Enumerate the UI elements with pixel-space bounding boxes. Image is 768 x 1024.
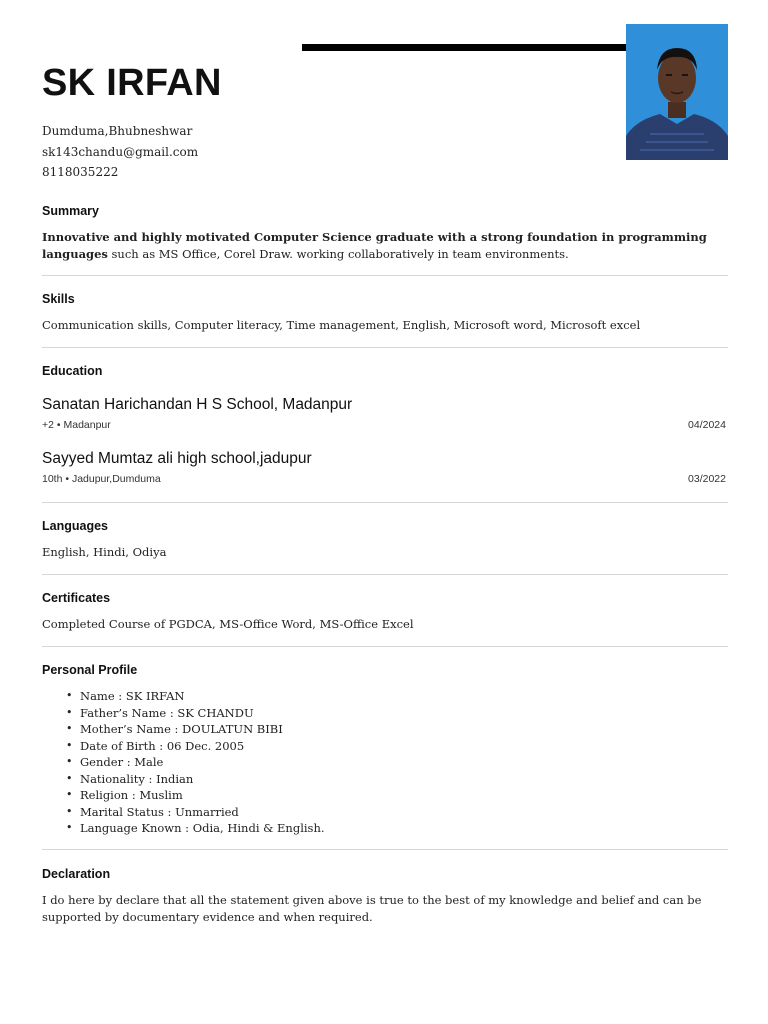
- summary-bold-text: Innovative and highly motivated Computer Science graduate with a strong foundation in programming languages: [42, 230, 707, 261]
- profile-photo: [626, 24, 728, 160]
- candidate-name: SK IRFAN: [42, 62, 222, 104]
- section-divider: [42, 502, 728, 503]
- address-text: Dumduma,Bhubneshwar: [42, 124, 193, 138]
- personal-profile-list: [60, 688, 325, 837]
- education-meta: 10th • Jadupur,Dumduma: [42, 473, 161, 485]
- section-divider: [42, 849, 728, 850]
- education-heading: Education: [42, 364, 103, 378]
- education-school: Sanatan Harichandan H S School, Madanpur: [42, 396, 353, 413]
- section-divider: [42, 275, 728, 276]
- summary-rest-text: such as MS Office, Corel Draw. working collaboratively in team environments.: [107, 246, 569, 261]
- section-divider: [42, 347, 728, 348]
- list-item: • Mother’s Name : DOULATUN BIBI: [60, 721, 325, 738]
- skills-heading: Skills: [42, 292, 75, 306]
- education-date: 03/2022: [688, 473, 726, 485]
- list-item: • Father’s Name : SK CHANDU: [60, 705, 325, 722]
- list-item: • Religion : Muslim: [60, 787, 325, 804]
- declaration-heading: Declaration: [42, 867, 111, 881]
- education-meta: +2 • Madanpur: [42, 419, 111, 431]
- list-item: • Nationality : Indian: [60, 771, 325, 788]
- list-item: • Gender : Male: [60, 754, 325, 771]
- phone-text: 8118035222: [42, 165, 119, 179]
- education-school: Sayyed Mumtaz ali high school,jadupur: [42, 450, 312, 467]
- education-date: 04/2024: [688, 419, 726, 431]
- list-item: • Language Known : Odia, Hindi & English.: [60, 820, 325, 837]
- profile-photo-graphic: [626, 24, 728, 160]
- languages-text: English, Hindi, Odiya: [42, 545, 167, 559]
- personal-profile-heading: Personal Profile: [42, 663, 138, 677]
- summary-text: [42, 229, 728, 262]
- certificates-text: Completed Course of PGDCA, MS-Office Word, MS-Office Excel: [42, 617, 414, 631]
- declaration-text: I do here by declare that all the statement given above is true to the best of my knowledge and belief and can be supported by documentary evidence and when required.: [42, 893, 702, 924]
- list-item: • Marital Status : Unmarried: [60, 804, 325, 821]
- list-item: • Name : SK IRFAN: [60, 688, 325, 705]
- languages-heading: Languages: [42, 519, 108, 533]
- section-divider: [42, 646, 728, 647]
- email-text: sk143chandu@gmail.com: [42, 144, 199, 159]
- summary-heading: Summary: [42, 204, 99, 218]
- list-item: • Date of Birth : 06 Dec. 2005: [60, 738, 325, 755]
- certificates-heading: Certificates: [42, 591, 111, 605]
- contact-block: [42, 121, 198, 183]
- section-divider: [42, 574, 728, 575]
- header-accent-bar: [302, 44, 630, 51]
- skills-text: Communication skills, Computer literacy, Time management, English, Microsoft word, Microsoft excel: [42, 318, 641, 332]
